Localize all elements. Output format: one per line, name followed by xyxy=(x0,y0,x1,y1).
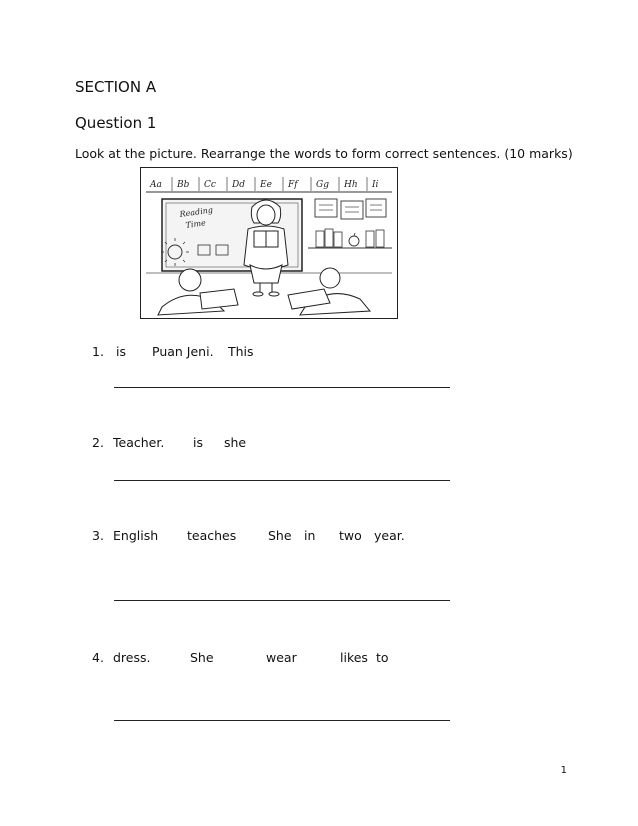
alphabet-card: Bb xyxy=(177,180,190,190)
scrambled-word: She xyxy=(268,528,292,543)
alphabet-card: Ff xyxy=(288,180,298,190)
page-number: 1 xyxy=(560,765,567,776)
scrambled-word: two xyxy=(339,528,362,543)
question-number: 2. xyxy=(92,435,104,450)
instruction-text: Look at the picture. Rearrange the words to form correct sentences. (10 marks) xyxy=(75,146,573,161)
board-text: Reading xyxy=(179,205,214,219)
answer-line[interactable] xyxy=(114,480,450,481)
scrambled-word: is xyxy=(116,344,126,359)
scrambled-word: likes xyxy=(340,650,368,665)
scrambled-word: She xyxy=(190,650,214,665)
classroom-picture xyxy=(140,167,398,319)
alphabet-card: Gg xyxy=(316,180,329,190)
alphabet-card: Ee xyxy=(260,180,272,190)
scrambled-word: is xyxy=(193,435,203,450)
scrambled-word: Puan Jeni. xyxy=(152,344,214,359)
scrambled-word: English xyxy=(113,528,159,543)
answer-line[interactable] xyxy=(114,720,450,721)
question-title: Question 1 xyxy=(75,114,157,132)
scrambled-word: in xyxy=(304,528,316,543)
question-number: 4. xyxy=(92,650,104,665)
scrambled-word: dress. xyxy=(113,650,151,665)
alphabet-card: Aa xyxy=(150,180,162,190)
alphabet-card: Ii xyxy=(372,180,379,190)
scrambled-word: Teacher. xyxy=(113,435,165,450)
answer-line[interactable] xyxy=(114,387,450,388)
scrambled-word: she xyxy=(224,435,247,450)
classroom-illustration xyxy=(140,167,398,319)
question-number: 1. xyxy=(92,344,104,359)
answer-line[interactable] xyxy=(114,600,450,601)
board-text: Time xyxy=(185,218,207,230)
scrambled-word: to xyxy=(376,650,389,665)
section-title: SECTION A xyxy=(75,78,157,96)
scrambled-word: wear xyxy=(266,650,297,665)
question-number: 3. xyxy=(92,528,104,543)
alphabet-card: Cc xyxy=(204,180,216,190)
scrambled-word: This xyxy=(228,344,254,359)
scrambled-word: year. xyxy=(374,528,405,543)
alphabet-card: Hh xyxy=(344,180,358,190)
alphabet-card: Dd xyxy=(232,180,245,190)
scrambled-word: teaches xyxy=(187,528,237,543)
